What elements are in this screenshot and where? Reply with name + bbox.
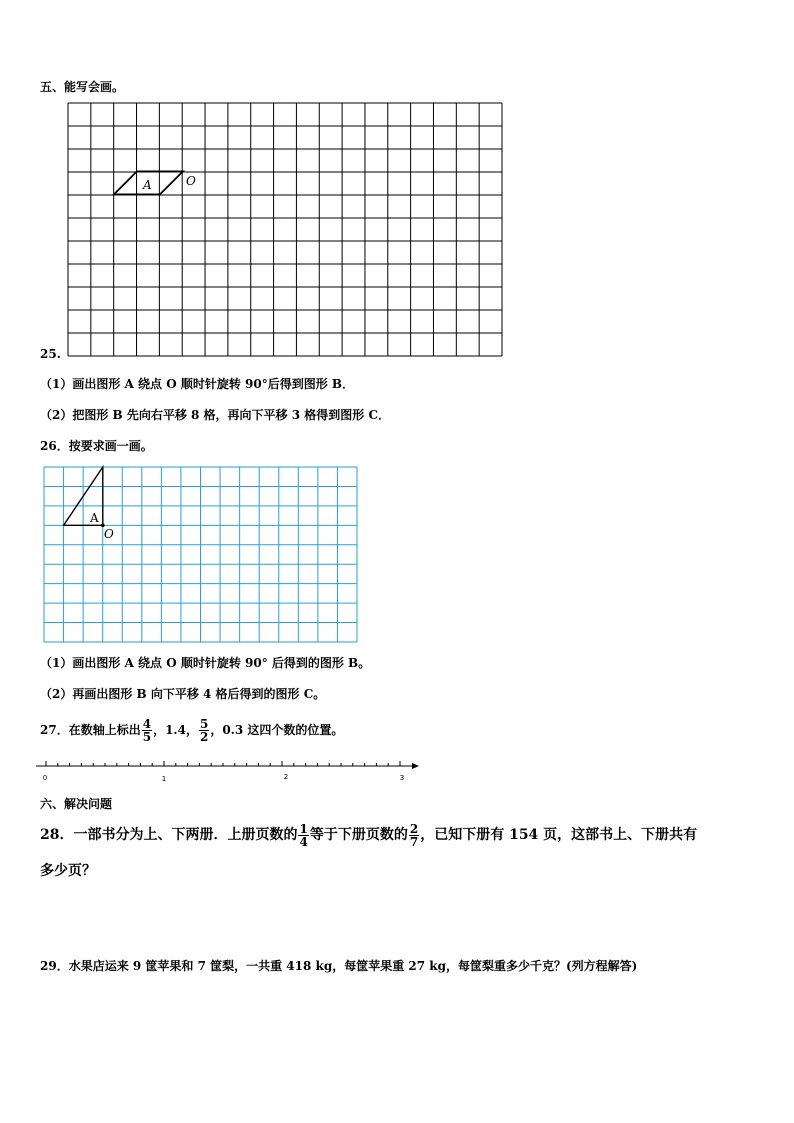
q27-suffix: ，0.3 这四个数的位置。 [210, 723, 344, 737]
q25-number: 25. [40, 347, 61, 361]
q28-line2: 多少页？ [40, 863, 96, 879]
section6-title: 六、解决问题 [40, 797, 113, 811]
q27-number-line [36, 760, 426, 786]
q26-point-label: O [104, 527, 114, 541]
q26-grid [44, 467, 357, 642]
q27-question [40, 715, 343, 745]
q27-fraction-1 [142, 718, 152, 743]
q28-part3: ，已知下册有 154 页，这部书上、下册共有 [420, 827, 698, 843]
q29-text: 29．水果店运来 9 筐苹果和 7 筐梨，一共重 418 kg，每筐苹果重 27 kg，每筐梨重多少千克？(列方程解答) [40, 959, 638, 973]
axis-label-3: 3 [399, 774, 405, 782]
q25-point-label: O [186, 174, 196, 188]
q28-part2: 等于下册页数的 [309, 827, 408, 843]
q25-shape-label: A [143, 178, 152, 192]
q25-sub2: （2）把图形 B 先向右平移 8 格，再向下平移 3 格得到图形 C． [40, 408, 390, 422]
axis-label-1: 1 [161, 775, 167, 783]
q28-fraction-2-num: 2 [409, 821, 419, 836]
q28-part1: 28．一部书分为上、下两册．上册页数的 [40, 827, 298, 843]
q28-line1 [40, 819, 697, 851]
q28-fraction-2-den: 7 [409, 834, 419, 849]
axis-label-2: 2 [283, 773, 289, 781]
q26-title: 26．按要求画一画。 [40, 439, 153, 453]
q27-mid: ，1.4， [153, 723, 198, 737]
q27-fraction-2 [199, 718, 209, 743]
q27-fraction-1-den: 5 [142, 730, 152, 744]
q26-shape-label: A [90, 511, 99, 525]
q27-fraction-2-num: 5 [199, 717, 209, 731]
q27-prefix: 27．在数轴上标出 [40, 723, 141, 737]
q26-sub2: （2）再画出图形 B 向下平移 4 格后得到的图形 C。 [40, 687, 326, 701]
axis-label-0: 0 [42, 774, 48, 782]
q28-fraction-1-num: 1 [299, 821, 308, 836]
q25-grid [68, 103, 502, 359]
q28-fraction-1-den: 4 [299, 834, 308, 849]
section-title: 五、能写会画。 [40, 80, 125, 94]
q27-fraction-2-den: 2 [199, 730, 209, 744]
q26-sub1: （1）画出图形 A 绕点 O 顺时针旋转 90° 后得到的图形 B。 [40, 656, 371, 670]
q27-fraction-1-num: 4 [142, 717, 152, 731]
q25-sub1: （1）画出图形 A 绕点 O 顺时针旋转 90°后得到图形 B． [40, 377, 355, 391]
q28-fraction-1 [298, 823, 308, 848]
q28-fraction-2 [409, 823, 419, 848]
